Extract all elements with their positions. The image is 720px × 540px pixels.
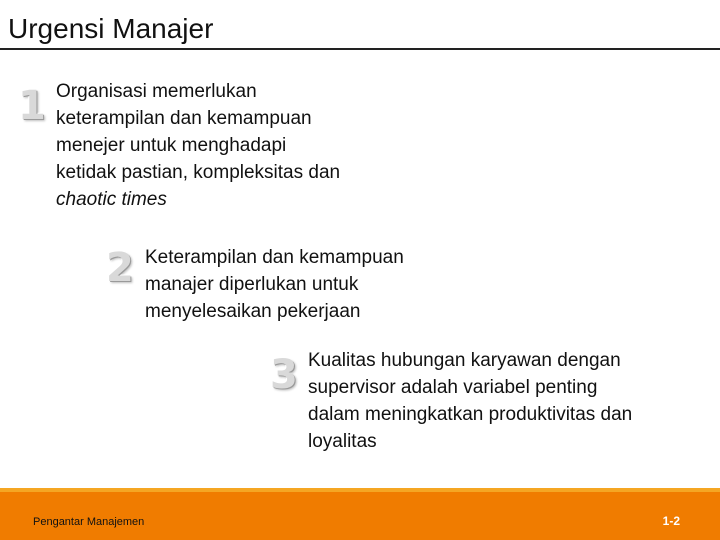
point-number-3: 3: [270, 352, 298, 398]
point-2-text: [145, 244, 404, 325]
point-1-line: Organisasi memerlukan: [56, 81, 257, 102]
point-1-line: keterampilan dan kemampuan: [56, 108, 312, 129]
point-3-line: supervisor adalah variabel penting: [308, 377, 598, 398]
point-number-1: 1: [18, 83, 46, 129]
footer-course-name: Pengantar Manajemen: [33, 516, 145, 528]
footer-bar: [0, 492, 720, 540]
title-divider: [0, 48, 720, 50]
point-number-2: 2: [106, 245, 134, 291]
point-3-line: loyalitas: [308, 431, 377, 452]
point-3-text: [308, 347, 632, 455]
footer-page-number: 1-2: [662, 514, 680, 528]
point-1-italic-line: chaotic times: [56, 189, 167, 210]
slide-title: Urgensi Manajer: [8, 13, 214, 44]
point-1-line: ketidak pastian, kompleksitas dan: [56, 162, 341, 183]
point-3-line: Kualitas hubungan karyawan dengan: [308, 350, 621, 371]
point-1-text: [56, 78, 340, 213]
point-3-line: dalam meningkatkan produktivitas dan: [308, 404, 633, 425]
point-2-line: Keterampilan dan kemampuan: [145, 247, 404, 268]
point-2-line: manajer diperlukan untuk: [145, 274, 359, 295]
point-2-line: menyelesaikan pekerjaan: [145, 301, 361, 322]
point-1-line: menejer untuk menghadapi: [56, 135, 287, 156]
